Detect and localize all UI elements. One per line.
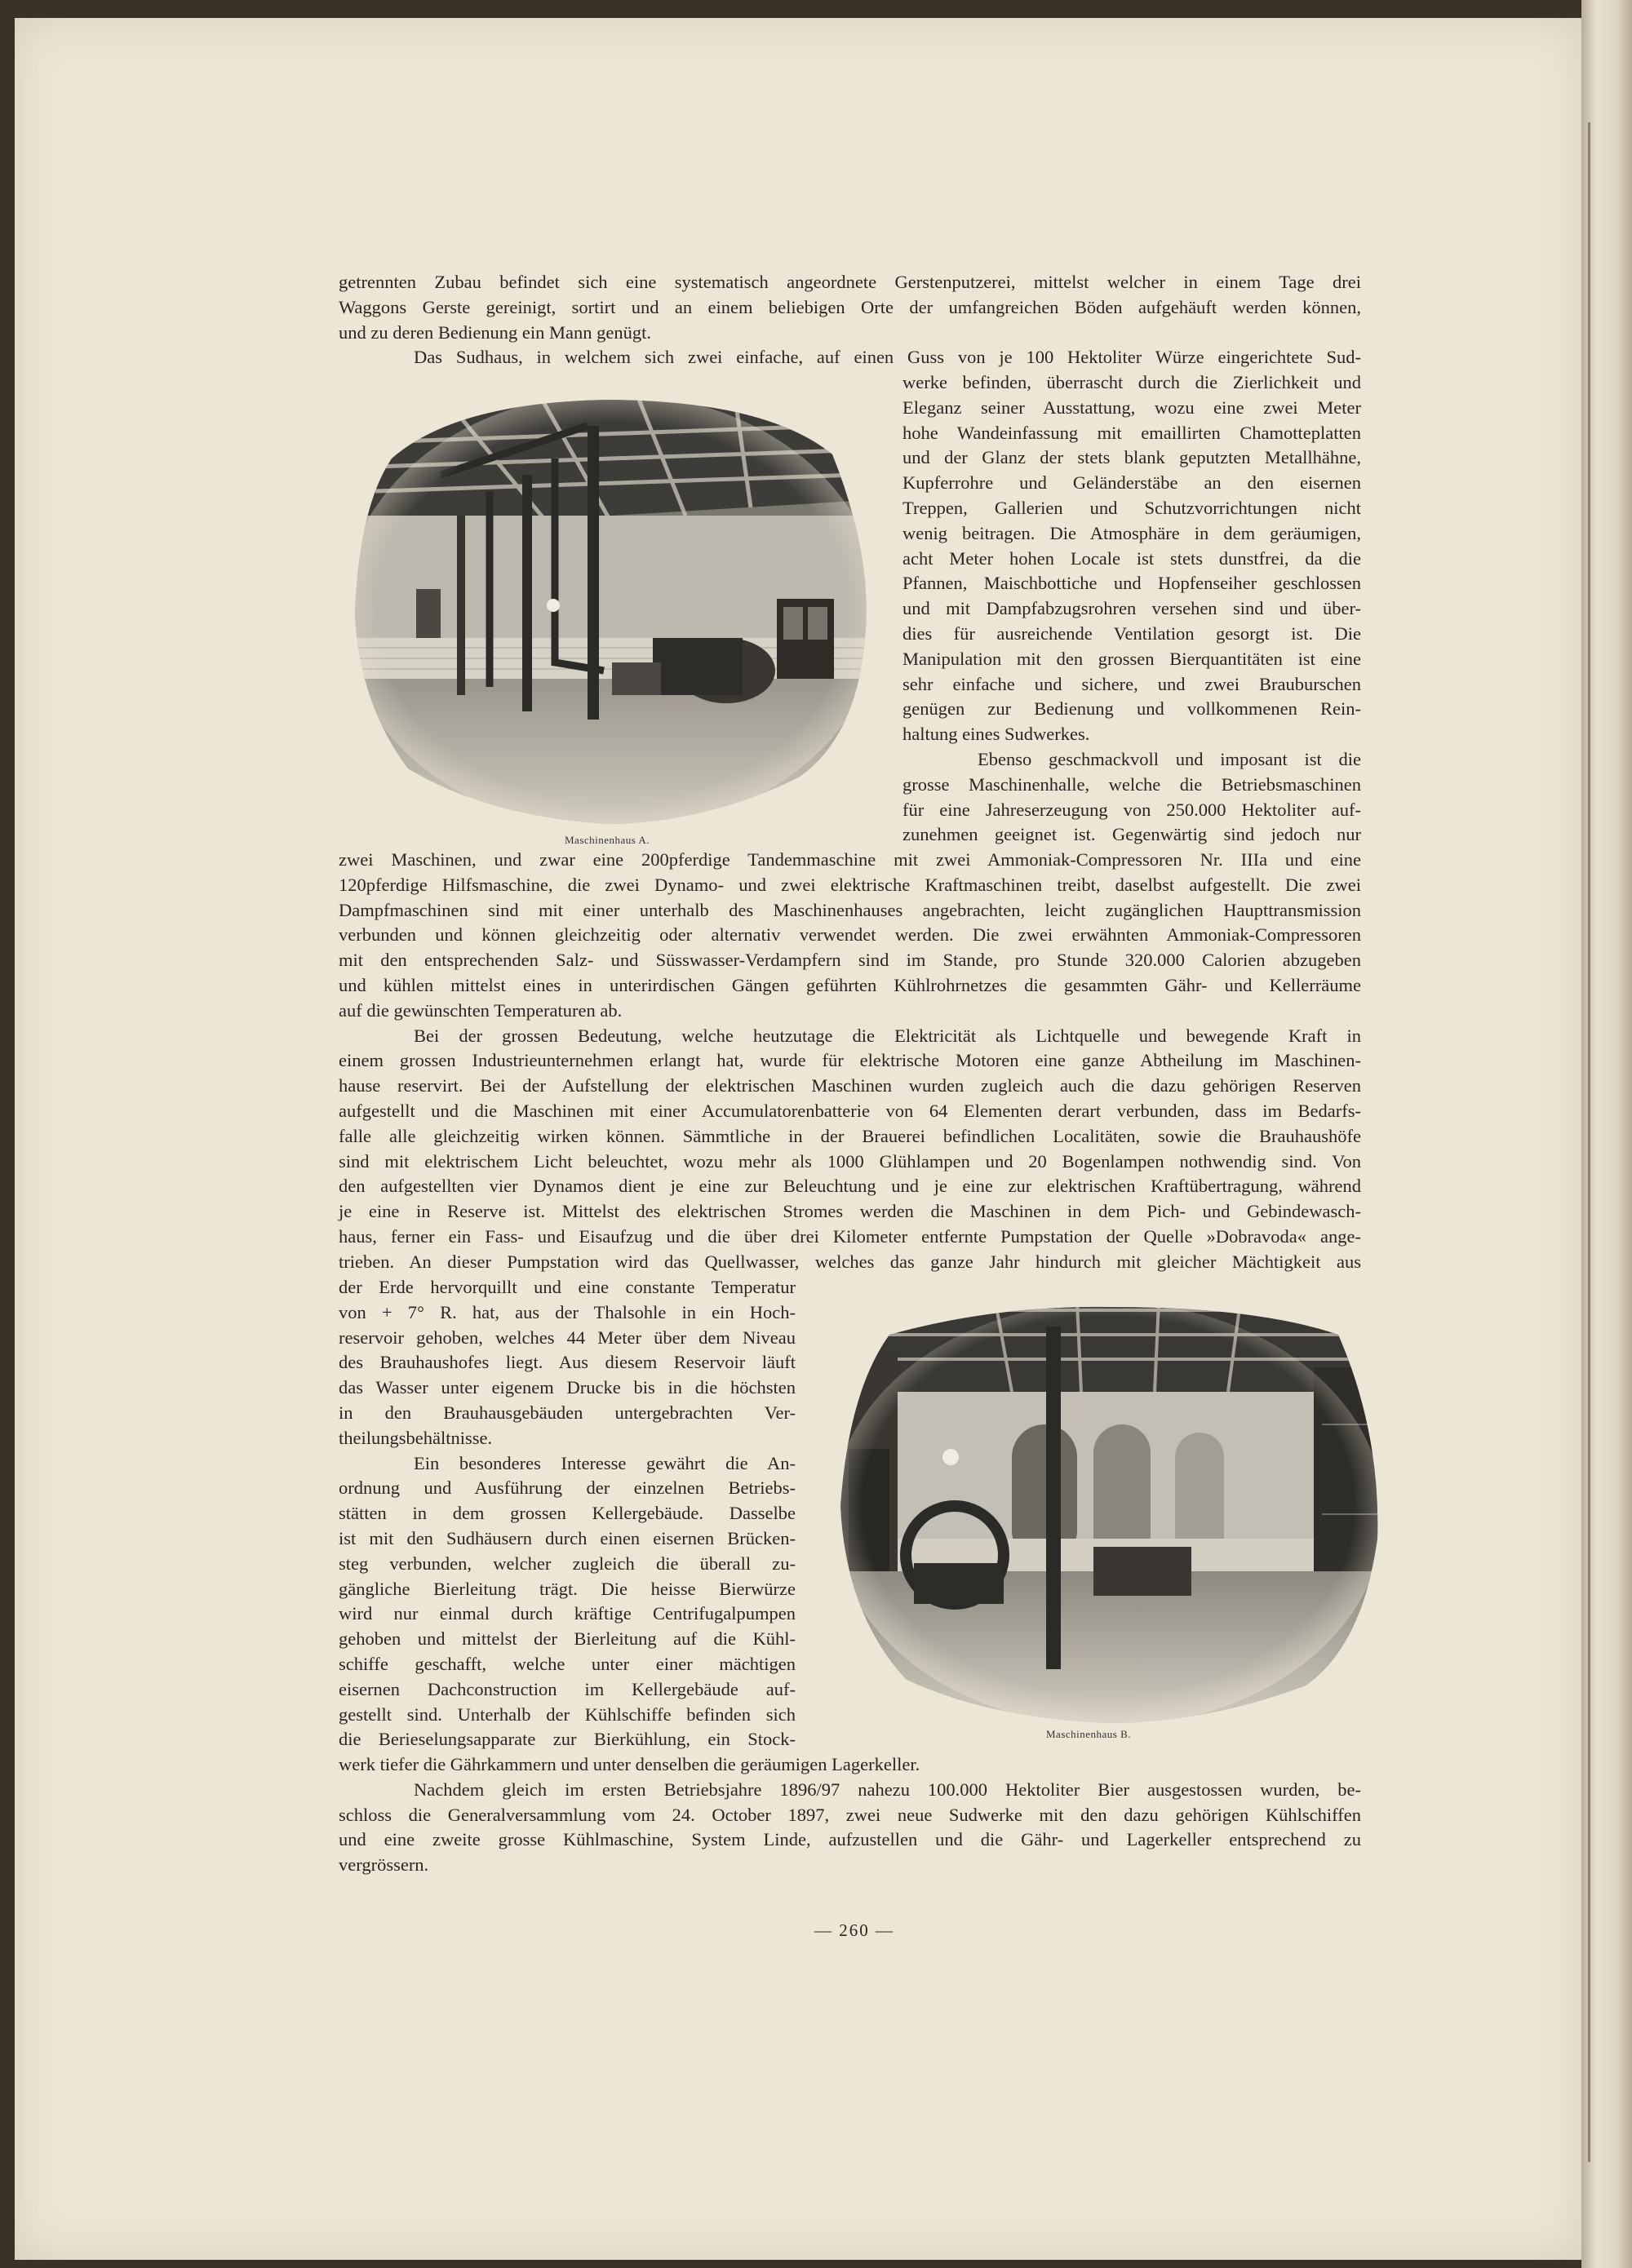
text-line: getrennten Zubau befindet sich eine systematisch angeordnete Gerstenputzerei, mittelst welcher in einem Tage drei xyxy=(339,272,1361,292)
text-line: je eine in Reserve ist. Mittelst des elektrischen Stromes werden die Maschinen in dem Pich- und Gebindewasch- xyxy=(339,1201,1361,1222)
text-line: grosse Maschinenhalle, welche die Betriebsmaschinen xyxy=(902,773,1361,795)
text-line: dies für ausreichende Ventilation gesorgt ist. Die xyxy=(902,622,1361,644)
text-line: des Brauhaushofes liegt. Aus diesem Reservoir läuft xyxy=(339,1352,796,1373)
text-line: theilungsbehältnisse. xyxy=(339,1427,493,1448)
text-line: stätten in dem grossen Kellergebäude. Dasselbe xyxy=(339,1503,796,1524)
text-line: acht Meter hohen Locale ist stets dunstfrei, da die xyxy=(902,547,1361,569)
text-line: 120pferdige Hilfsmaschine, die zwei Dynamo- und zwei elektrische Kraftmaschinen treibt, daselbst aufgestellt. Die zwei xyxy=(339,874,1361,895)
text-block xyxy=(339,1275,796,1752)
text-line: der Erde hervorquillt und eine constante Temperatur xyxy=(339,1277,796,1297)
text-line: ist mit den Sudhäusern durch einen eisernen Brücken- xyxy=(339,1527,796,1548)
next-page-edge xyxy=(1581,0,1632,2268)
text-line: Pfannen, Maischbottiche und Hopfenseiher geschlossen xyxy=(902,573,1361,594)
text-line: Dampfmaschinen sind mit einer unterhalb des Maschinenhauses angebrachten, leicht zugänglichen Haupttransmission xyxy=(339,899,1361,920)
text-line: zwei Maschinen, und zwar eine 200pferdige Tandemmaschine mit zwei Ammoniak-Compressoren Nr. IIIa und eine xyxy=(339,849,1361,870)
text-block xyxy=(902,370,1361,848)
figure-maschinenhaus-a xyxy=(343,393,881,827)
text-line: mit den entsprechenden Salz- und Süsswasser-Verdampfern sind im Stande, pro Stunde 320.000 Calorien abzugeben xyxy=(339,950,1361,971)
text-line: sehr einfache und sichere, und zwei Brauburschen xyxy=(902,673,1361,694)
text-line: eisernen Dachconstruction im Kellergebäude auf- xyxy=(339,1678,796,1699)
text-line: Manipulation mit den grossen Bierquantitäten ist eine xyxy=(902,648,1361,669)
text-line: aufgestellt und die Maschinen mit einer Accumulatorenbatterie von 64 Elementen derart verbunden, dass im Bedarfs- xyxy=(339,1100,1361,1121)
text-line: das Wasser unter eigenem Drucke bis in die höchsten xyxy=(339,1377,796,1398)
text-line: den aufgestellten vier Dynamos dient je eine zur Beleuchtung und je eine zur elektrischen Kraftübertragung, während xyxy=(339,1176,1361,1197)
text-line: Bei der grossen Bedeutung, welche heutzutage die Elektricität als Lichtquelle und bewegende Kraft in xyxy=(414,1025,1361,1046)
text-line: schiffe geschafft, welche unter einer mächtigen xyxy=(339,1653,796,1674)
figure-maschinenhaus-b xyxy=(832,1302,1384,1726)
text-line: hause reservirt. Bei der Aufstellung der elektrischen Maschinen wurden zugleich auch die dazu gehörigen Reserven xyxy=(339,1075,1361,1096)
text-line: zunehmen geeignet ist. Gegenwärtig sind jedoch nur xyxy=(902,824,1361,845)
text-line: und kühlen mittelst eines in unterirdischen Gängen geführten Kühlrohrnetzes die gesammten Gähr- und Kellerräume xyxy=(339,974,1361,995)
page-number: — 260 — xyxy=(814,1920,894,1940)
text-line: gestellt sind. Unterhalb der Kühlschiffe befinden sich xyxy=(339,1703,796,1725)
text-line: auf die gewünschten Temperaturen ab. xyxy=(339,999,623,1021)
text-line: werk tiefer die Gährkammern und unter denselben die geräumigen Lagerkeller. xyxy=(339,1754,920,1774)
text-line: Waggons Gerste gereinigt, sortirt und an einem beliebigen Orte der umfangreichen Böden aufgehäuft werden können, xyxy=(339,296,1361,317)
text-line: schloss die Generalversammlung vom 24. October 1897, zwei neue Sudwerke mit den dazu gehörigen Kühlschiffen xyxy=(339,1804,1361,1825)
text-line: verbunden und können gleichzeitig oder alternativ verwendet werden. Die zwei erwähnten Ammoniak-Compressoren xyxy=(339,924,1361,946)
text-line: Ein besonderes Interesse gewährt die An- xyxy=(414,1452,796,1473)
text-line: gängliche Bierleitung trägt. Die heisse Bierwürze xyxy=(339,1578,796,1599)
text-line: Nachdem gleich im ersten Betriebsjahre 1896/97 nahezu 100.000 Hektoliter Bier ausgestossen wurden, be- xyxy=(414,1779,1361,1800)
text-line: und zu deren Bedienung ein Mann genügt. xyxy=(339,321,652,343)
figure-caption-b: Maschinenhaus B. xyxy=(1046,1728,1132,1740)
text-line: in den Brauhausgebäuden untergebrachten Ver- xyxy=(339,1402,796,1423)
text-line: Das Sudhaus, in welchem sich zwei einfache, auf einen Guss von je 100 Hektoliter Würze eingerichtete Sud- xyxy=(414,347,1361,368)
text-line: gehoben und mittelst der Bierleitung auf die Kühl- xyxy=(339,1628,796,1650)
text-line: vergrössern. xyxy=(339,1854,429,1876)
text-line: Eleganz seiner Ausstattung, wozu eine zwei Meter xyxy=(902,396,1361,418)
text-line: die Berieselungsapparate zur Bierkühlung, ein Stock- xyxy=(339,1729,796,1750)
photo-maschinenhaus-a xyxy=(343,393,881,827)
text-line: steg verbunden, welcher zugleich die überall zu- xyxy=(339,1553,796,1574)
text-line: genügen zur Bedienung und vollkommenen Rein- xyxy=(902,698,1361,720)
text-line: Kupferrohre und Geländerstäbe an den eisernen xyxy=(902,472,1361,494)
text-line: von + 7° R. hat, aus der Thalsohle in ein Hoch- xyxy=(339,1301,796,1322)
text-line: wenig beitragen. Die Atmosphäre in dem geräumigen, xyxy=(902,522,1361,543)
text-block xyxy=(339,848,1361,1275)
text-line: Treppen, Gallerien und Schutzvorrichtungen nicht xyxy=(902,497,1361,518)
text-line: und eine zweite grosse Kühlmaschine, System Linde, aufzustellen und die Gähr- und Lagerkeller entsprechend zu xyxy=(339,1829,1361,1850)
text-line: wird nur einmal durch kräftige Centrifugalpumpen xyxy=(339,1603,796,1624)
text-line: hohe Wandeinfassung mit emaillirten Chamotteplatten xyxy=(902,422,1361,443)
text-line: und mit Dampfabzugsrohren versehen sind und über- xyxy=(902,598,1361,619)
text-line: haltung eines Sudwerkes. xyxy=(902,724,1090,745)
figure-caption-a: Maschinenhaus A. xyxy=(565,834,650,846)
text-line: einem grossen Industrieunternehmen erlangt hat, wurde für elektrische Motoren eine ganze Abtheilung im Maschinen- xyxy=(339,1050,1361,1071)
text-line: falle alle gleichzeitig wirken können. Sämmtliche in der Brauerei befindlichen Localitäten, sowie die Brauhaushöfe xyxy=(339,1125,1361,1146)
text-line: ordnung und Ausführung der einzelnen Betriebs- xyxy=(339,1477,796,1499)
photo-maschinenhaus-b xyxy=(832,1302,1384,1726)
text-line: Ebenso geschmackvoll und imposant ist die xyxy=(978,748,1361,769)
text-line: reservoir gehoben, welches 44 Meter über dem Niveau xyxy=(339,1327,796,1348)
text-line: trieben. An dieser Pumpstation wird das Quellwasser, welches das ganze Jahr hindurch mit gleicher Mächtigkeit aus xyxy=(339,1251,1361,1272)
text-line: sind mit elektrischem Licht beleuchtet, wozu mehr als 1000 Glühlampen und 20 Bogenlampen nothwendig sind. Von xyxy=(339,1150,1361,1172)
text-line: für eine Jahreserzeugung von 250.000 Hektoliter auf- xyxy=(902,799,1361,820)
text-line: haus, ferner ein Fass- und Eisaufzug und die über drei Kilometer entfernte Pumpstation der Quelle »Dobravoda« ange- xyxy=(339,1225,1361,1247)
text-line: werke befinden, überrascht durch die Zierlichkeit und xyxy=(902,372,1361,392)
text-block xyxy=(339,270,1361,370)
text-line: und der Glanz der stets blank geputzten Metallhähne, xyxy=(902,447,1361,468)
text-block xyxy=(339,1752,1361,1878)
